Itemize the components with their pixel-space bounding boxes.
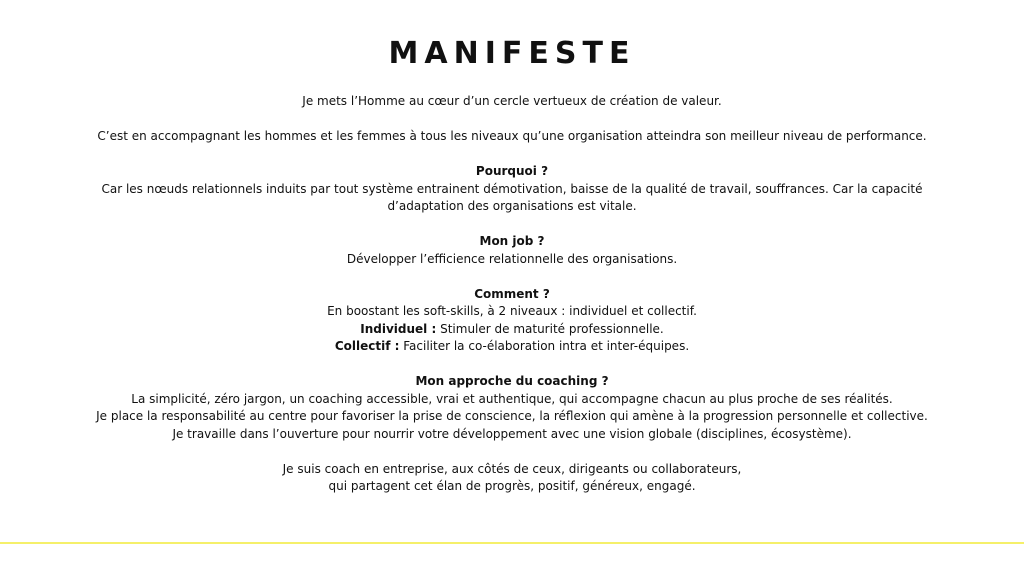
comment-text-line: En boostant les soft-skills, à 2 niveaux : individuel et collectif. <box>327 304 697 318</box>
collectif-line <box>40 338 984 356</box>
section-heading-approche: Mon approche du coaching ? <box>415 374 609 388</box>
mon-job-text-line: Développer l’efficience relationnelle des organisations. <box>346 251 678 266</box>
intro-text: Je mets l’Homme au cœur d’un cercle vertueux de création de valeur. <box>302 94 722 108</box>
closing-text-line: Je suis coach en entreprise, aux côtés de ceux, dirigeants ou collaborateurs, <box>282 461 742 476</box>
spacer <box>40 216 984 234</box>
section-heading-pourquoi: Pourquoi ? <box>475 164 549 178</box>
collectif-label: Collectif : <box>334 339 400 353</box>
approche-text-line: La simplicité, zéro jargon, un coaching accessible, vrai et authentique, qui accompagne chacun au plus proche de ses réalités. <box>131 391 893 406</box>
spacer <box>40 146 984 164</box>
pourquoi-text-line: Car les nœuds relationnels induits par tout système entrainent démotivation, baisse de la qualité de travail, souffrances. Car la capacité <box>101 181 923 196</box>
spacer <box>40 356 984 374</box>
manifesto-content <box>40 93 984 496</box>
paragraph-text: C’est en accompagnant les hommes et les femmes à tous les niveaux qu’une organisation atteindra son meilleur niveau de performance. <box>97 129 927 143</box>
page-title: MANIFESTE <box>388 36 636 71</box>
section-heading-mon-job: Mon job ? <box>479 234 545 248</box>
spacer <box>40 443 984 461</box>
closing-text-line: qui partagent cet élan de progrès, positif, généreux, engagé. <box>328 479 696 493</box>
approche-text-line: Je place la responsabilité au centre pour favoriser la prise de conscience, la réflexion qui amène à la progression personnelle et collective. <box>96 409 928 423</box>
footer-divider <box>0 542 1024 544</box>
approche-text-line: Je travaille dans l’ouverture pour nourrir votre développement avec une vision globale (disciplines, écosystème). <box>172 426 852 441</box>
individuel-text: Stimuler de maturité professionnelle. <box>436 321 664 336</box>
individuel-line <box>40 321 984 339</box>
individuel-label: Individuel : <box>360 321 437 336</box>
section-heading-comment: Comment ? <box>474 286 550 301</box>
pourquoi-text-line: d’adaptation des organisations est vitale. <box>387 199 637 213</box>
collectif-text: Faciliter la co-élaboration intra et inter-équipes. <box>399 339 690 353</box>
spacer <box>40 268 984 286</box>
spacer <box>40 111 984 129</box>
